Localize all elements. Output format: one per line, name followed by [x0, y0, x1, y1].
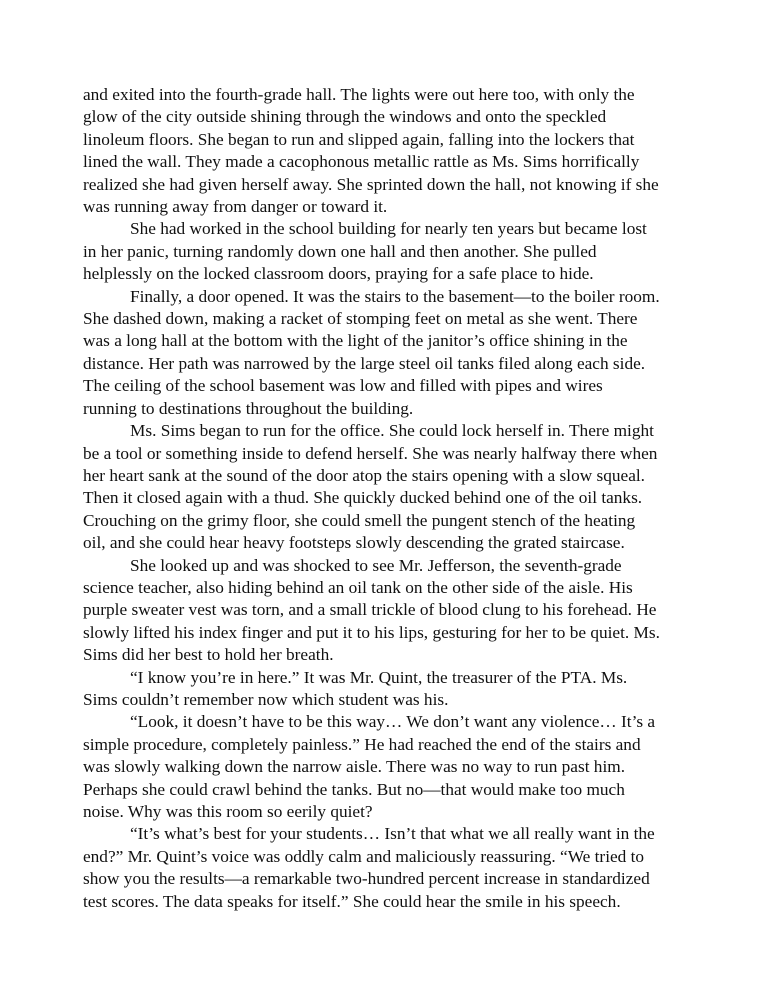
text-line: Sims couldn’t remember now which student was his. [83, 689, 449, 709]
text-line: “It’s what’s best for your students… Isn’t that what we all really want in the [130, 824, 655, 844]
text-line: Finally, a door opened. It was the stairs to the basement—to the boiler room. [130, 286, 660, 306]
text-line: was running away from danger or toward it. [83, 197, 388, 217]
text-line: helplessly on the locked classroom doors, praying for a safe place to hide. [83, 264, 594, 284]
text-line: glow of the city outside shining through the windows and onto the speckled [83, 107, 607, 127]
text-line: She had worked in the school building for nearly ten years but became lost [130, 219, 647, 239]
document-page [83, 84, 683, 913]
text-line: She dashed down, making a racket of stomping feet on metal as she went. There [83, 309, 638, 329]
text-line: Then it closed again with a thud. She quickly ducked behind one of the oil tanks. [83, 488, 643, 508]
text-line: realized she had given herself away. She sprinted down the hall, not knowing if she [83, 174, 659, 194]
text-line: be a tool or something inside to defend herself. She was nearly halfway there when [83, 443, 658, 463]
text-line: Perhaps she could crawl behind the tanks. But no—that would make too much [83, 779, 625, 799]
text-line: Ms. Sims began to run for the office. She could lock herself in. There might [130, 421, 654, 441]
text-line: and exited into the fourth-grade hall. The lights were out here too, with only the [83, 85, 635, 104]
text-line: linoleum floors. She began to run and slipped again, falling into the lockers that [83, 129, 635, 149]
text-line: purple sweater vest was torn, and a small trickle of blood clung to his forehead. He [83, 600, 657, 620]
text-line: slowly lifted his index finger and put it to his lips, gesturing for her to be quiet. Ms. [83, 622, 660, 642]
text-line: “Look, it doesn’t have to be this way… We don’t want any violence… It’s a [130, 712, 656, 732]
text-line: noise. Why was this room so eerily quiet? [83, 802, 373, 821]
text-line: Sims did her best to hold her breath. [83, 645, 334, 665]
text-line: end?” Mr. Quint’s voice was oddly calm and maliciously reassuring. “We tried to [83, 846, 645, 866]
text-line: The ceiling of the school basement was low and filled with pipes and wires [83, 376, 603, 396]
text-line: running to destinations throughout the building. [83, 398, 414, 418]
text-line: test scores. The data speaks for itself.” She could hear the smile in his speech. [83, 891, 621, 911]
text-line: Crouching on the grimy floor, she could smell the pungent stench of the heating [83, 510, 636, 530]
text-line: simple procedure, completely painless.” He had reached the end of the stairs and [83, 734, 641, 754]
text-line: show you the results—a remarkable two-hundred percent increase in standardized [83, 869, 650, 889]
text-line: was slowly walking down the narrow aisle. There was no way to run past him. [83, 757, 626, 777]
text-line: distance. Her path was narrowed by the large steel oil tanks filed along each side. [83, 353, 646, 373]
text-line: in her panic, turning randomly down one hall and then another. She pulled [83, 241, 597, 261]
text-line: science teacher, also hiding behind an oil tank on the other side of the aisle. His [83, 577, 633, 597]
text-line: was a long hall at the bottom with the light of the janitor’s office shining in the [83, 331, 628, 351]
text-line: oil, and she could hear heavy footsteps slowly descending the grated staircase. [83, 533, 625, 553]
text-line: lined the wall. They made a cacophonous metallic rattle as Ms. Sims horrifically [83, 152, 640, 172]
text-line: She looked up and was shocked to see Mr. Jefferson, the seventh-grade [130, 555, 622, 575]
body-text [83, 84, 683, 913]
text-line: her heart sank at the sound of the door atop the stairs opening with a slow squeal. [83, 465, 645, 485]
text-line: “I know you’re in here.” It was Mr. Quint, the treasurer of the PTA. Ms. [130, 667, 628, 687]
